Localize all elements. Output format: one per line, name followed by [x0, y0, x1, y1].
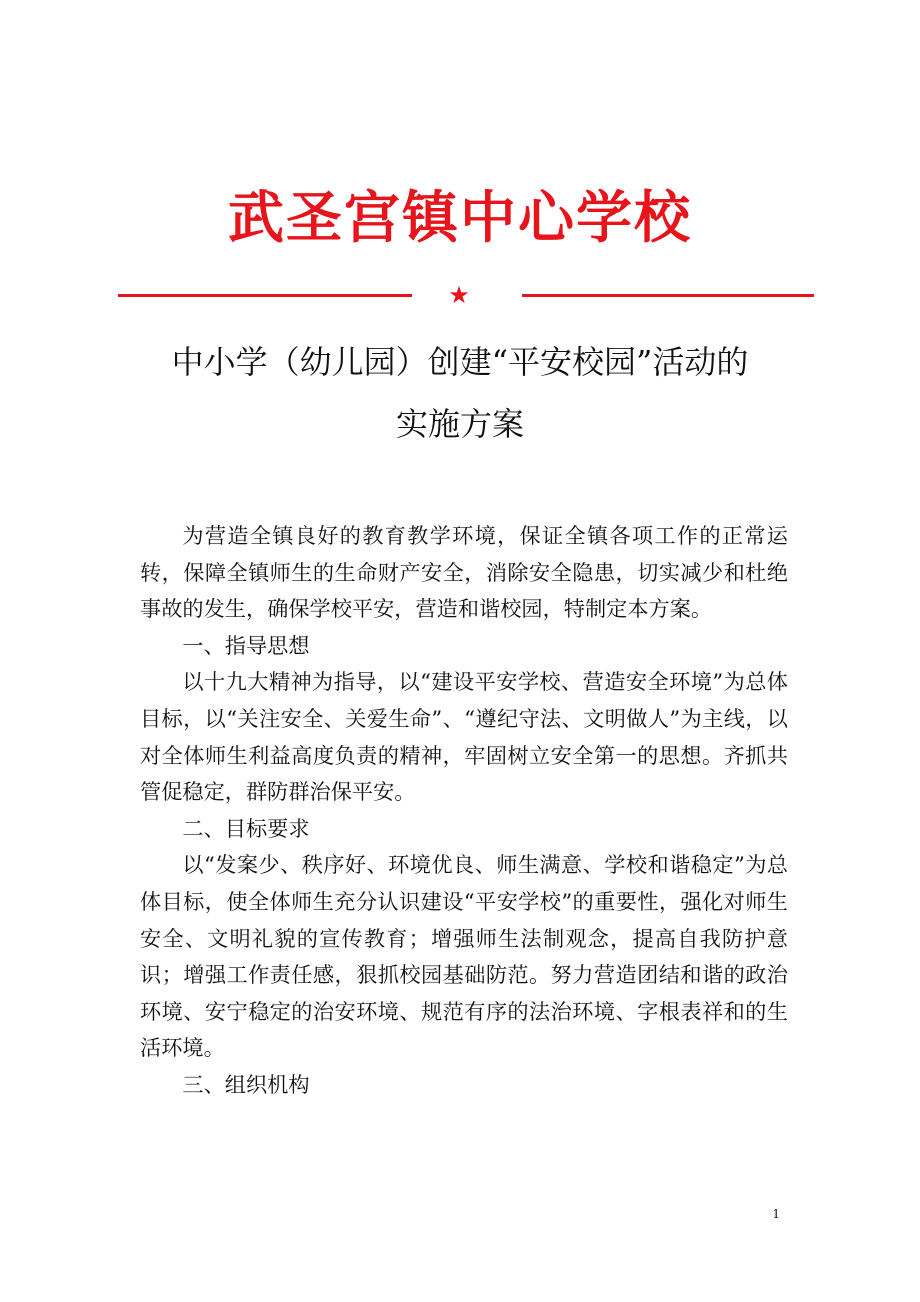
section-heading-guiding-ideology: 一、指导思想 — [182, 632, 310, 658]
document-body — [140, 518, 788, 1104]
section-heading-organization: 三、组织机构 — [182, 1071, 310, 1097]
document-title-line-1: 中小学（幼儿园）创建“平安校园”活动的 — [171, 343, 749, 381]
intro-paragraph: 为营造全镇良好的教育教学环境，保证全镇各项工作的正常运转，保障全镇师生的生命财产安全，消除安全隐患，切实减少和杜绝事故的发生，确保学校平安，营造和谐校园，特制定本方案。 — [140, 523, 788, 622]
section-paragraph-guiding-ideology: 以十九大精神为指导，以“建设平安学校、营造安全环境”为总体目标，以“关注安全、关爱生命”、“遵纪守法、文明做人”为主线，以对全体师生利益高度负责的精神，牢固树立安全第一的思想。齐抓共管促稳定，群防群治保平安。 — [140, 669, 788, 805]
page-number: 1 — [772, 1207, 780, 1221]
red-divider-left — [118, 294, 412, 297]
section-paragraph-goals: 以“发案少、秩序好、环境优良、师生满意、学校和谐稳定”为总体目标，使全体师生充分认识建设“平安学校”的重要性，强化对师生安全、文明礼貌的宣传教育；增强师生法制观念，提高自我防护意识；增强工作责任感，狠抓校园基础防范。努力营造团结和谐的政治环境、安宁稳定的治安环境、规范有序的法治环境、字根表祥和的生活环境。 — [140, 852, 788, 1061]
star-icon: ★ — [448, 281, 470, 309]
red-divider-right — [522, 294, 814, 297]
document-title — [100, 334, 820, 452]
organization-title: 武圣宫镇中心学校 — [228, 185, 692, 251]
document-title-line-2: 实施方案 — [395, 405, 524, 443]
section-heading-goals: 二、目标要求 — [182, 815, 310, 841]
